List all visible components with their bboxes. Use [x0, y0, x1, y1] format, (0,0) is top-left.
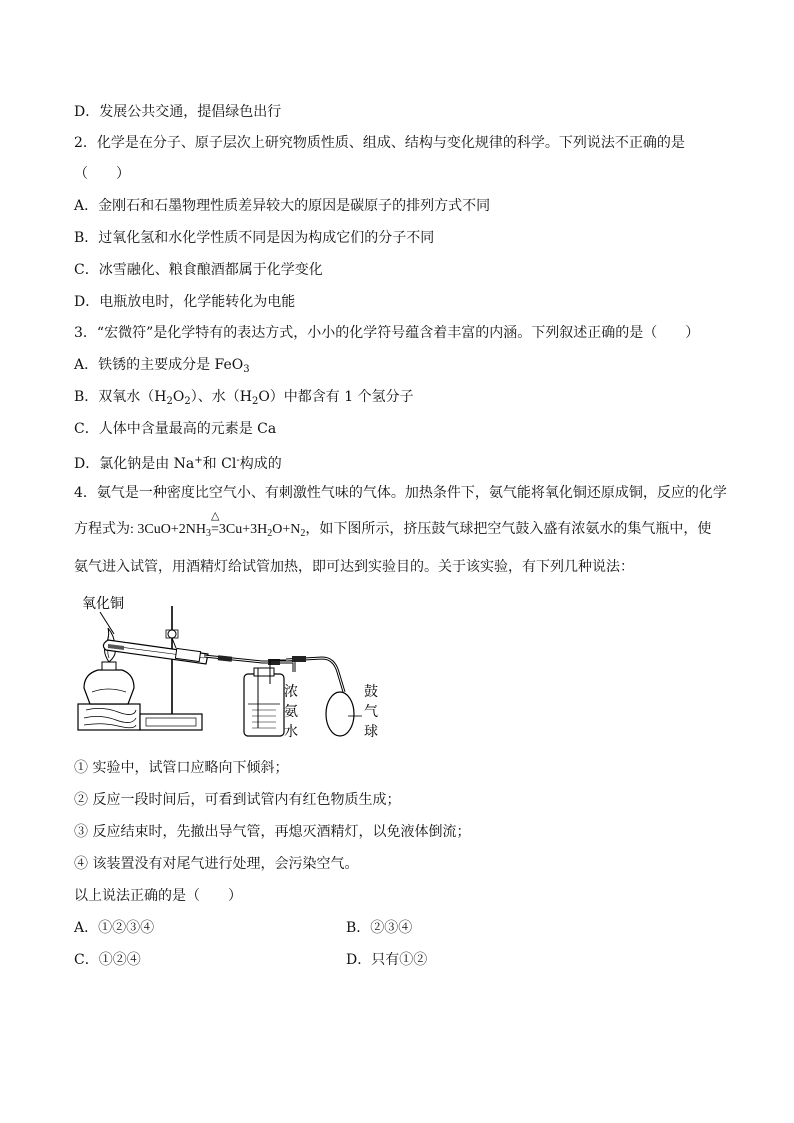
q3-option-a: A．铁锈的主要成分是 FeO$_3$	[74, 357, 250, 375]
label-ammonia-1: 浓	[284, 684, 298, 700]
label-bulb-3: 球	[364, 724, 378, 740]
delivery-tube	[204, 655, 294, 672]
q2-option-a: A．金刚石和石墨物理性质差异较大的原因是碳原子的排列方式不同	[74, 198, 491, 214]
copper-oxide-pointer	[100, 612, 114, 634]
label-copper-oxide: 氧化铜	[82, 596, 124, 612]
q4-eq-intro: 方程式为:	[74, 522, 138, 537]
q2-option-d: D．电瓶放电时，化学能转化为电能	[74, 294, 296, 310]
q2-stem: 2．化学是在分子、原子层次上研究物质性质、组成、结构与变化规律的科学。下列说法不正确的是	[74, 135, 685, 151]
q4-option-a: A．①②③④	[74, 920, 155, 936]
q4-option-d: D．只有①②	[346, 952, 428, 968]
q4-option-c: C．①②④	[74, 952, 141, 968]
label-bulb-1: 鼓	[364, 684, 378, 700]
q4-ask: 以上说法正确的是（ ）	[74, 888, 242, 904]
q1-option-d: D．发展公共交通，提倡绿色出行	[74, 104, 282, 120]
rubber-bulb	[326, 692, 354, 736]
q3-option-d: D．氯化钠是由 Na+和 Cl-构成的	[74, 455, 282, 472]
q3-option-b: B．双氧水$(H_2O_2)$、水$(H_2O)$中都含有 1 个氢分子	[74, 389, 414, 407]
experiment-apparatus-figure	[72, 592, 392, 748]
q3-option-c: C．人体中含量最高的元素是 Ca	[74, 421, 277, 437]
q2-answer-paren: （ ）	[74, 166, 130, 182]
q4-stem-line1: 4．氨气是一种密度比空气小、有刺激性气味的气体。加热条件下，氨气能将氧化铜还原成铜，反应的化学	[74, 485, 727, 501]
q4-statement-3: ③ 反应结束时，先撤出导气管，再熄灭酒精灯，以免液体倒流；	[74, 824, 471, 840]
test-tube	[103, 640, 208, 664]
q4-option-b: B．②③④	[346, 920, 413, 936]
q4-equation-line: 方程式为: $3CuO+2NH_3$ △ $=3Cu+3H_2O+N_2$，如下图所示，挤压鼓气球把空气鼓入盛有浓氨水的集气瓶中，使	[74, 510, 712, 539]
q4-eq-left: $3CuO+2NH_3$	[137, 522, 211, 539]
stand-base	[140, 714, 202, 730]
q4-eq-arrow: △ =	[210, 510, 220, 537]
q4-eq-right: $3Cu+3H_2O+N_2$	[218, 522, 306, 539]
q4-statement-4: ④ 该装置没有对尾气进行处理，会污染空气。	[74, 856, 359, 872]
q2-option-b: B．过氧化氢和水化学性质不同是因为构成它们的分子不同	[74, 230, 435, 246]
gas-bottle	[244, 668, 284, 736]
q4-statement-2: ② 反应一段时间后，可看到试管内有红色物质生成；	[74, 792, 401, 808]
q3-stem: 3．“宏微符”是化学特有的表达方式，小小的化学符号蕴含着丰富的内涵。下列叙述正确的是（ ）	[74, 325, 700, 341]
label-ammonia-2: 氨	[284, 704, 298, 720]
q2-option-c: C．冰雪融化、粮食酿酒都属于化学变化	[74, 262, 323, 278]
q4-statement-1: ① 实验中，试管口应略向下倾斜；	[74, 760, 289, 776]
label-ammonia-3: 水	[284, 724, 298, 740]
alcohol-lamp	[84, 628, 134, 704]
wood-block	[78, 704, 140, 730]
label-bulb-2: 气	[364, 704, 378, 720]
q4-stem-line3: 氨气进入试管，用酒精灯给试管加热，即可达到实验目的。关于该实验，有下列几种说法：	[74, 559, 634, 575]
